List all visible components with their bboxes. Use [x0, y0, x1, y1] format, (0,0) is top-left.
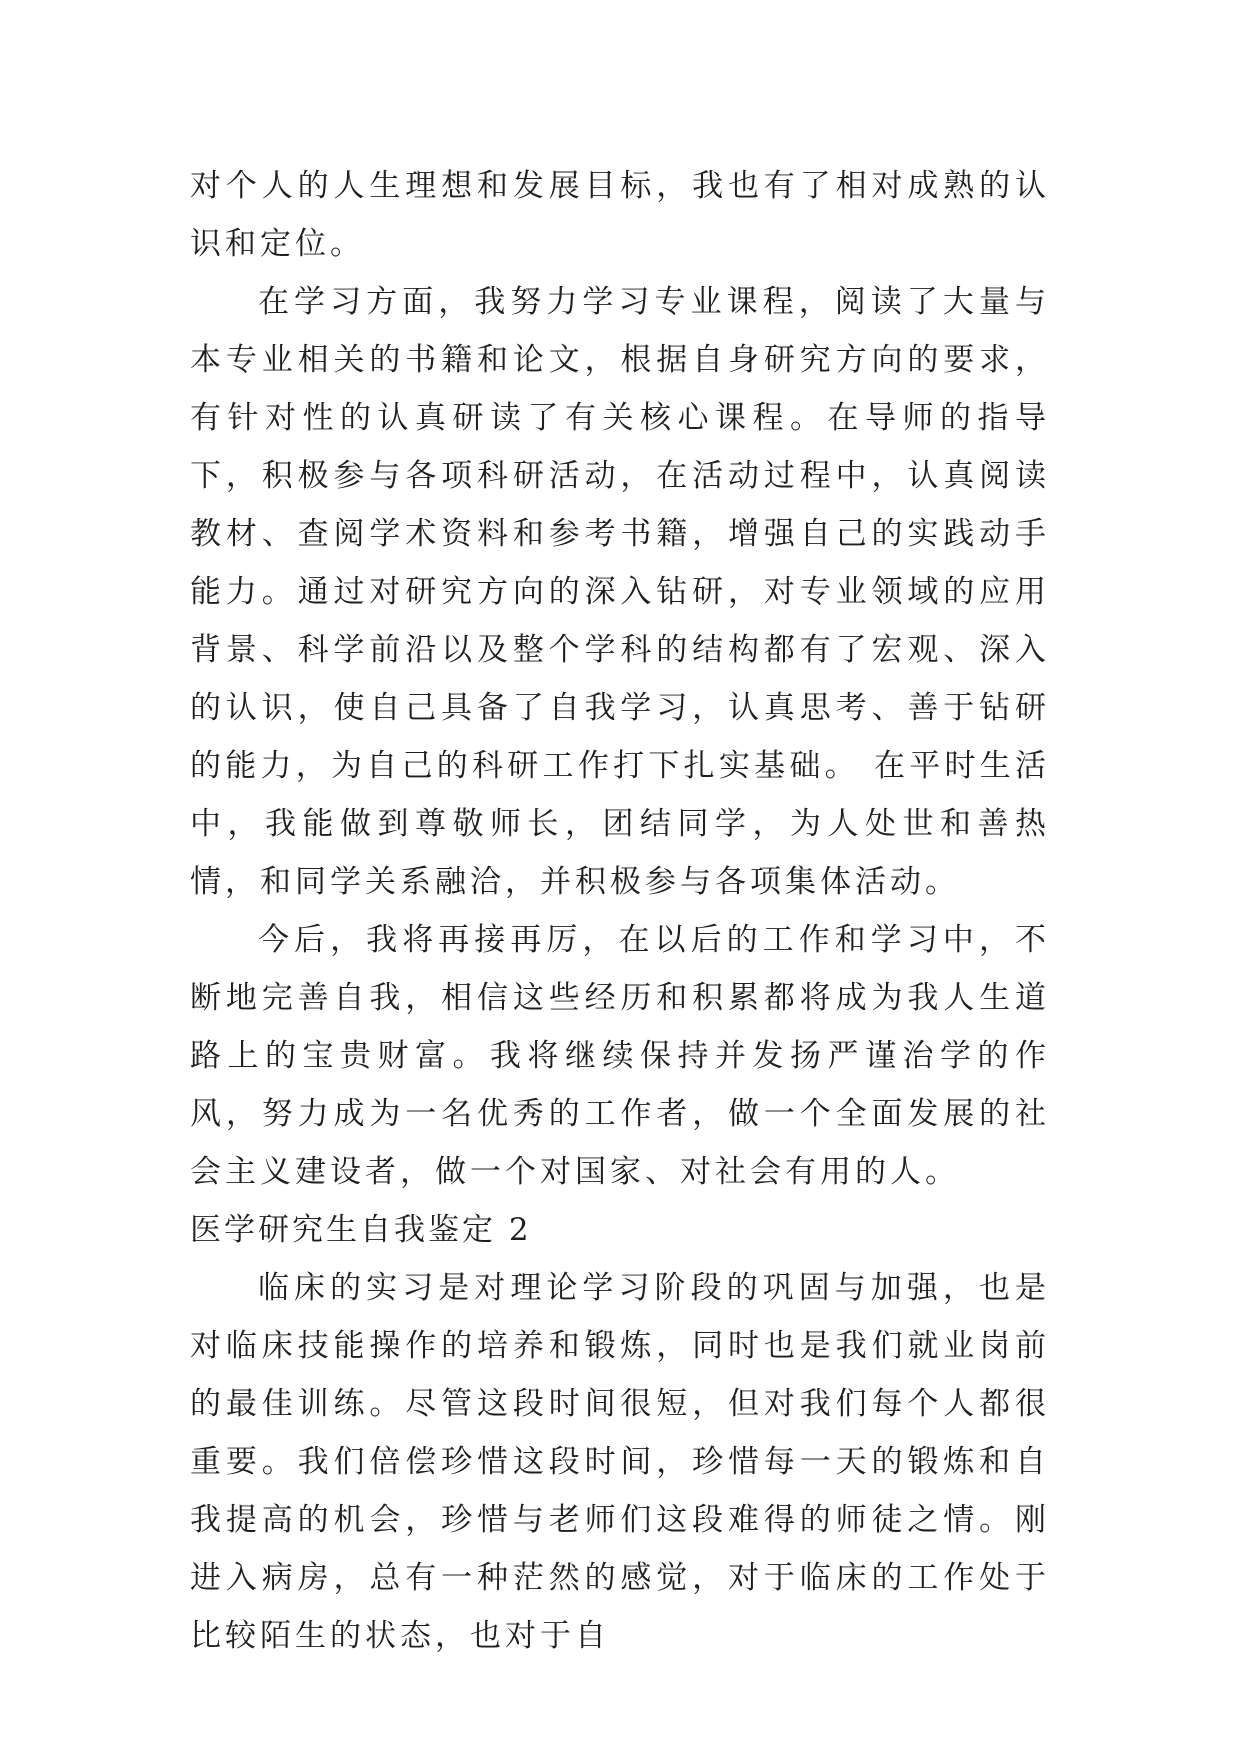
paragraph-clinical: 临床的实习是对理论学习阶段的巩固与加强，也是对临床技能操作的培养和锻炼，同时也是我们就业岗前的最佳训练。尽管这段时间很短，但对我们每个人都很重要。我们倍偿珍惜这段时间，珍惜每一天的锻炼和自我提高的机会，珍惜与老师们这段难得的师徒之情。刚进入病房，总有一种茫然的感觉，对于临床的工作处于比较陌生的状态，也对于自: [190, 1270, 1050, 1654]
paragraph-study: 在学习方面，我努力学习专业课程，阅读了大量与本专业相关的书籍和论文，根据自身研究方向的要求，有针对性的认真研读了有关核心课程。在导师的指导下，积极参与各项科研活动，在活动过程中，认真阅读教材、查阅学术资料和参考书籍，增强自己的实践动手能力。通过对研究方向的深入钻研，对专业领域的应用背景、科学前沿以及整个学科的结构都有了宏观、深入的认识，使自己具备了自我学习，认真思考、善于钻研的能力，为自己的科研工作打下扎实基础。 在平时生活中，我能做到尊敬师长，团结同学，为人处世和善热情，和同学关系融洽，并积极参与各项集体活动。: [190, 284, 1050, 900]
document-body: [190, 157, 1050, 1665]
paragraph-continuation: 对个人的人生理想和发展目标，我也有了相对成熟的认识和定位。: [190, 168, 1050, 262]
section-heading: 医学研究生自我鉴定 2: [190, 1212, 532, 1248]
paragraph-future: 今后，我将再接再厉，在以后的工作和学习中，不断地完善自我，相信这些经历和积累都将成为我人生道路上的宝贵财富。我将继续保持并发扬严谨治学的作风，努力成为一名优秀的工作者，做一个全面发展的社会主义建设者，做一个对国家、对社会有用的人。: [190, 922, 1050, 1190]
